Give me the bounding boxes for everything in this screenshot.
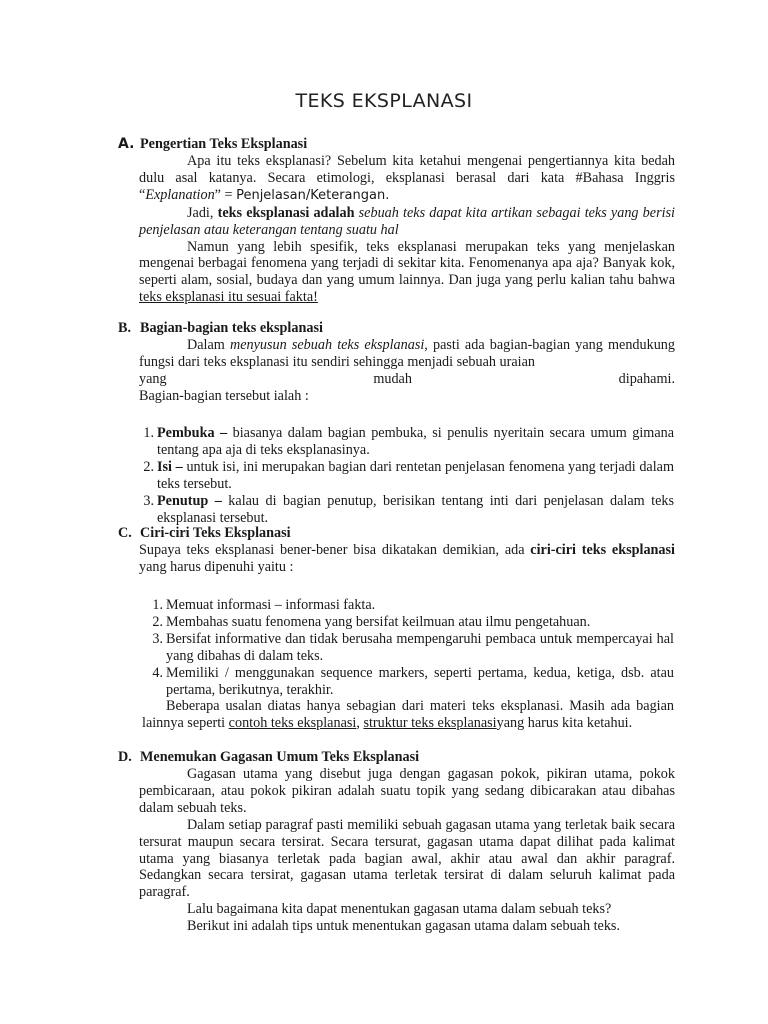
- word: mudah: [373, 370, 412, 387]
- text-run: Supaya teks eksplanasi bener-bener bisa dikatakan demikian, ada: [139, 542, 531, 558]
- section-c-closing: [142, 698, 674, 732]
- list-number: 1.: [152, 597, 163, 613]
- section-b-letter: B.: [118, 320, 132, 336]
- section-d-body: [139, 766, 675, 935]
- text-run-italic: menyusun sebuah teks eksplanasi: [229, 337, 425, 353]
- text-run-bold: Isi –: [157, 458, 183, 475]
- section-d-heading: [118, 749, 419, 766]
- section-d-title: Menemukan Gagasan Umum Teks Eksplanasi: [140, 749, 420, 765]
- section-c-title: Ciri-ciri Teks Eksplanasi: [140, 525, 291, 541]
- section-c-letter: C.: [118, 525, 132, 541]
- section-c-list: [152, 597, 674, 698]
- list-item: [143, 492, 675, 527]
- section-d-paragraph-3: Lalu bagaimana kita dapat menentukan gagasan utama dalam sebuah teks?: [187, 901, 612, 918]
- section-b-paragraph-1: [139, 337, 675, 371]
- section-a-paragraph-2: [139, 205, 675, 239]
- section-b-body: [139, 337, 675, 405]
- section-b-paragraph-2: Bagian-bagian tersebut ialah :: [139, 387, 309, 404]
- text-run: ,: [356, 714, 364, 731]
- section-d-paragraph-2: Dalam setiap paragraf pasti memiliki sebuah gagasan utama yang terletak baik secara tersurat maupun secara tersirat. Secara tersurat, gagasan utama dapat dilihat pada kalimat utama yang biasanya terletak pada bagian awal, akhir atau awal dan akhir paragraf. Sedangkan secara tersirat, gagasan utama terletak tersirat di dalam seluruh kalimat pada paragraf.: [139, 816, 675, 901]
- section-c-body: [139, 542, 675, 576]
- section-a-body: [139, 153, 675, 306]
- list-number: 3.: [152, 630, 163, 647]
- text-run-italic: Explanation: [145, 186, 215, 203]
- section-d-letter: D.: [118, 749, 132, 765]
- text-run: Bersifat informative dan tidak berusaha mempengaruhi pembaca untuk mempercayai hal yang dibahas di dalam teks.: [166, 630, 674, 664]
- text-run-bold: Pembuka –: [157, 425, 228, 441]
- text-run-bold: ciri-ciri teks eksplanasi: [530, 542, 675, 558]
- list-item: [143, 458, 675, 493]
- list-item: [152, 597, 674, 614]
- text-run: yang harus kita ketahui.: [496, 714, 633, 731]
- section-c-paragraph-2: [142, 698, 674, 732]
- text-run: biasanya dalam bagian pembuka, si penulis nyeritain secara umum gimana tentang apa aja di teks eksplanasinya.: [157, 425, 675, 458]
- text-run: Jadi,: [187, 204, 218, 221]
- list-number: 1.: [143, 425, 154, 441]
- word: dipahami.: [618, 370, 675, 387]
- section-a-paragraph-3: [139, 239, 675, 307]
- word: yang: [139, 370, 167, 387]
- section-c-paragraph-1: [139, 542, 675, 576]
- text-run-italic: sebuah teks dapat kita artikan sebagai teks yang berisi penjelasan atau keterangan tentang suatu hal: [139, 204, 676, 238]
- list-number: 3.: [143, 492, 154, 509]
- text-run: Penjelasan/Keterangan.: [236, 187, 390, 203]
- section-d-paragraph-4: Berikut ini adalah tips untuk menentukan gagasan utama dalam sebuah teks.: [187, 918, 620, 935]
- section-b-list: [143, 425, 675, 526]
- list-number: 2.: [152, 613, 163, 630]
- text-run: , pasti ada bagian-bagian yang mendukung fungsi dari teks eksplanasi itu sendiri sehingga menjadi sebuah uraian: [139, 337, 675, 370]
- section-a-title: Pengertian Teks Eksplanasi: [140, 136, 308, 152]
- list-item: [152, 613, 674, 631]
- text-run: Memiliki / menggunakan sequence markers, seperti pertama, kedua, ketiga, dsb. atau pertama, berikutnya, terakhir.: [166, 664, 674, 698]
- section-c-heading: [118, 525, 291, 542]
- list-number: 2.: [143, 458, 154, 475]
- list-item: [152, 630, 674, 665]
- text-run: ” =: [214, 186, 237, 203]
- underlined-link-text: struktur teks eksplanasi: [363, 714, 497, 731]
- section-b-spread-line: [139, 371, 675, 388]
- list-item: [143, 425, 675, 459]
- section-a-letter: A.: [118, 136, 135, 152]
- text-run-bold: teks eksplanasi adalah: [217, 204, 355, 221]
- text-run: yang harus dipenuhi yaitu :: [139, 558, 294, 575]
- underlined-link-text: teks eksplanasi itu sesuai fakta!: [139, 289, 318, 306]
- text-run: Memuat informasi – informasi fakta.: [166, 597, 376, 613]
- section-a-heading: [118, 136, 307, 153]
- section-b-title: Bagian-bagian teks eksplanasi: [140, 320, 323, 336]
- section-a-paragraph-1: [139, 153, 675, 205]
- text-run: Membahas suatu fenomena yang bersifat keilmuan atau ilmu pengetahuan.: [166, 613, 591, 630]
- text-run: untuk isi, ini merupakan bagian dari rentetan penjelasan fenomena yang terjadi dalam teks tersebut.: [157, 458, 675, 492]
- text-run: Beberapa usalan diatas hanya sebagian dari materi teks eksplanasi. Masih ada bagian lainnya seperti: [142, 698, 674, 731]
- section-b-heading: [118, 320, 323, 337]
- text-run: Dalam: [187, 337, 230, 353]
- text-run-bold: Penutup –: [157, 492, 222, 509]
- list-number: 4.: [152, 664, 163, 681]
- underlined-link-text: contoh teks eksplanasi: [228, 714, 357, 731]
- text-run: kalau di bagian penutup, berisikan tentang inti dari penjelasan dalam teks eksplanasi tersebut.: [157, 492, 675, 526]
- list-item: [152, 664, 674, 699]
- text-run: Apa itu teks eksplanasi? Sebelum kita ketahui mengenai pengertiannya kita bedah dulu asal katanya. Secara etimologi, eksplanasi berasal dari kata #Bahasa Inggris “: [139, 153, 675, 203]
- section-d-paragraph-1: Gagasan utama yang disebut juga dengan gagasan pokok, pikiran utama, pokok pembicaraan, atau pokok pikiran adalah suatu topik yang sedang dibicarakan atau dibahas dalam sebuah teks.: [139, 766, 675, 816]
- document-title: TEKS EKSPLANASI: [295, 90, 473, 112]
- text-run: Namun yang lebih spesifik, teks eksplanasi merupakan teks yang menjelaskan mengenai berbagai fenomena yang terjadi di sekitar kita. Fenomenanya apa aja? Banyak kok, seperti alam, sosial, budaya dan yang umum lainnya. Dan juga yang perlu kalian tahu bahwa: [139, 238, 675, 289]
